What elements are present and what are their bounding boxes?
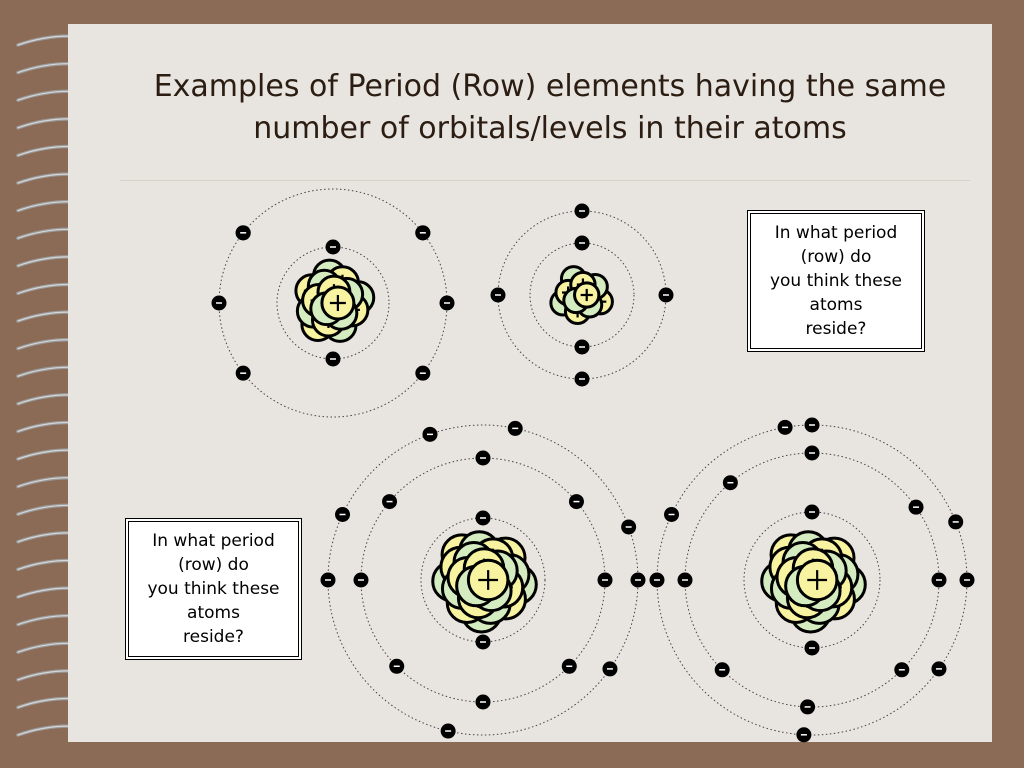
electron (805, 505, 820, 520)
question-box-bottom (125, 518, 302, 660)
electron (931, 661, 946, 676)
question-text: In what period (row) do you think these atoms reside? (147, 531, 280, 647)
nucleus (551, 267, 613, 324)
electron (805, 446, 820, 461)
electron (800, 699, 815, 714)
period-3-atom-1 (321, 421, 646, 739)
electron (575, 204, 590, 219)
electron (441, 724, 456, 739)
electron (778, 420, 793, 435)
nucleus (433, 532, 537, 632)
electron (664, 507, 679, 522)
electron (440, 296, 455, 311)
electron (948, 514, 963, 529)
electron (236, 225, 251, 240)
electron (415, 366, 430, 381)
nucleus (762, 532, 866, 632)
electron (382, 494, 397, 509)
electron (650, 573, 665, 588)
electron (621, 519, 636, 534)
electron (960, 573, 975, 588)
question-box-top (747, 210, 925, 352)
electron (598, 573, 613, 588)
electron (569, 494, 584, 509)
electron (932, 573, 947, 588)
question-text: In what period (row) do you think these atoms reside? (769, 223, 903, 339)
electron (389, 659, 404, 674)
electron (723, 475, 738, 490)
electron (796, 727, 811, 742)
electron (476, 451, 491, 466)
electron (909, 500, 924, 515)
electron (476, 695, 491, 710)
electron (415, 225, 430, 240)
electron (326, 240, 341, 255)
electron (575, 372, 590, 387)
electron (715, 662, 730, 677)
electron (631, 573, 646, 588)
electron (476, 511, 491, 526)
electron (422, 427, 437, 442)
period-3-atom-2 (650, 418, 975, 743)
proton (797, 560, 837, 600)
electron (575, 340, 590, 355)
electron (321, 573, 336, 588)
electron (602, 661, 617, 676)
electron (236, 366, 251, 381)
period-2-atom-1 (212, 189, 455, 417)
electron (212, 296, 227, 311)
electron (659, 288, 674, 303)
electron (805, 641, 820, 656)
electron (562, 659, 577, 674)
proton (468, 560, 508, 600)
electron (678, 573, 693, 588)
electron (335, 507, 350, 522)
electron (894, 662, 909, 677)
electron (326, 352, 341, 367)
electron (575, 236, 590, 251)
electron (354, 573, 369, 588)
electron (491, 288, 506, 303)
electron (805, 418, 820, 433)
proton (575, 283, 599, 307)
electron (508, 421, 523, 436)
page-title: Examples of Period (Row) elements having the same number of orbitals/levels in their atoms (153, 69, 947, 146)
nucleus (296, 260, 374, 341)
electron (476, 635, 491, 650)
proton (322, 287, 354, 319)
period-2-atom-2 (491, 204, 674, 387)
